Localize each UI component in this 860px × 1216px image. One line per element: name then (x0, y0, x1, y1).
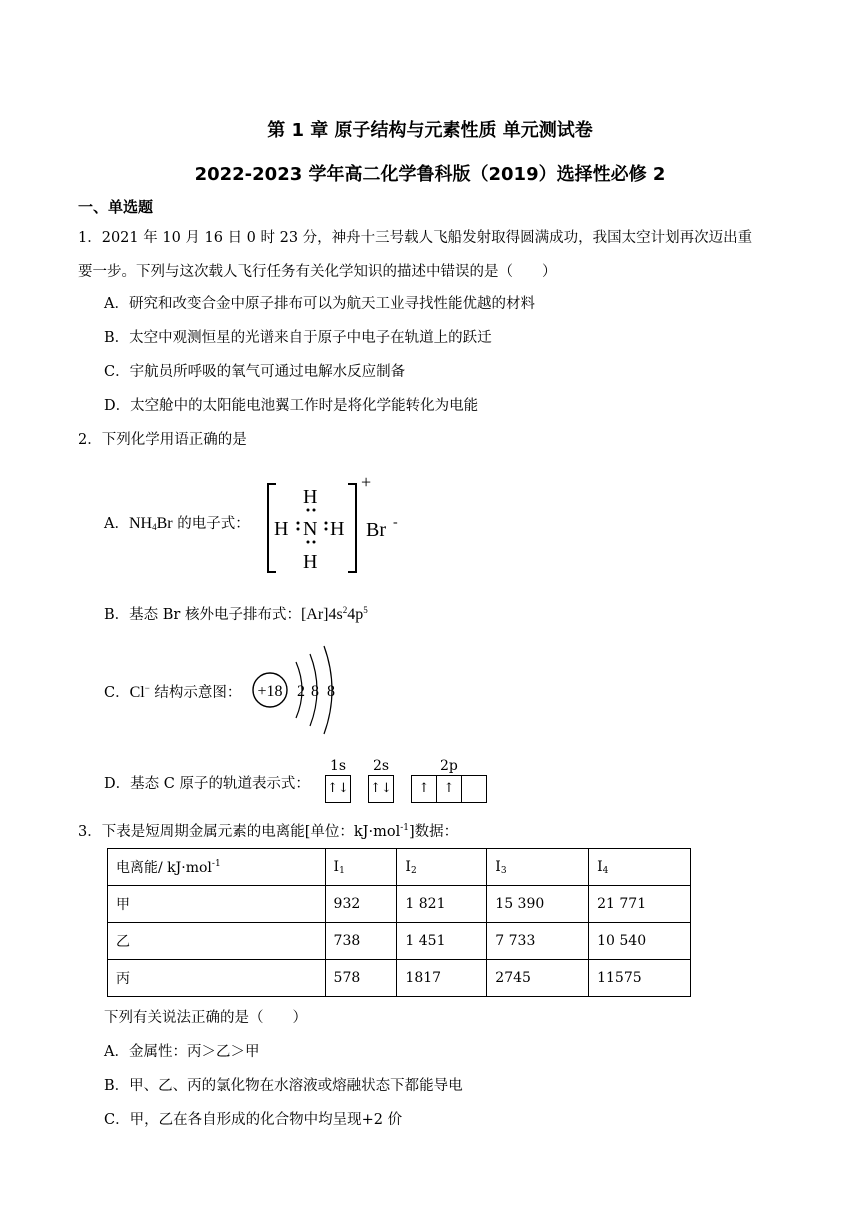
shell-1: 2 (297, 683, 305, 700)
nucleus-charge: +18 (257, 683, 283, 700)
table-cell: 932 (325, 886, 397, 923)
q3-option-c: C．甲，乙在各自形成的化合物中均呈现+2 价 (104, 1112, 403, 1128)
nh4br-lewis-structure (262, 474, 412, 578)
table-row (108, 923, 691, 960)
label-2p: 2p (440, 758, 458, 774)
n-atom: N (303, 518, 318, 540)
table-cell: 1817 (397, 960, 487, 997)
q1-option-d: D．太空舱中的太阳能电池翼工作时是将化学能转化为电能 (104, 398, 479, 414)
cl-ion-structure-diagram (250, 642, 350, 738)
section-heading: 一、单选题 (78, 198, 154, 216)
q2-option-a: A．$NH_4Br$ 的电子式： (104, 515, 250, 532)
table-header-row (108, 849, 691, 886)
table-row (108, 960, 691, 997)
h-bottom: H (303, 551, 318, 573)
electron-2p-2: ↑ (437, 776, 462, 802)
table-cell: 1 821 (397, 886, 487, 923)
q1-option-a: A．研究和改变合金中原子排布可以为航天工业寻找性能优越的材料 (104, 296, 535, 312)
row-name: 丙 (108, 960, 326, 997)
header-i3: $I_3$ (487, 849, 589, 886)
q3-option-b: B．甲、乙、丙的氯化物在水溶液或熔融状态下都能导电 (104, 1078, 463, 1094)
label-1s: 1s (330, 758, 347, 774)
page-title: 第 1 章 原子结构与元素性质 单元测试卷 (267, 120, 593, 141)
anion: Br (366, 519, 386, 541)
q2-option-c: C．Cl− 结构示意图： (104, 683, 242, 701)
table-cell: 15 390 (487, 886, 589, 923)
h-top: H (303, 486, 318, 508)
header-i1: $I_1$ (325, 849, 397, 886)
table-cell: 1 451 (397, 923, 487, 960)
q3-option-a: A．金属性：丙＞乙＞甲 (104, 1044, 260, 1060)
orbital-box-1s (325, 775, 351, 803)
anion-charge: - (393, 515, 398, 530)
electron-2p-3 (462, 776, 486, 802)
table-row (108, 886, 691, 923)
ionization-energy-table (107, 848, 691, 997)
q3-question: 下列有关说法正确的是（ ） (104, 1010, 307, 1026)
orbital-boxes-2p (411, 775, 487, 803)
page-subtitle: 2022-2023 学年高二化学鲁科版（2019）选择性必修 2 (194, 164, 666, 185)
table-cell: 7 733 (487, 923, 589, 960)
electron-pair-2s: ↑↓ (370, 781, 392, 796)
row-name: 甲 (108, 886, 326, 923)
label-2s: 2s (373, 758, 390, 774)
q3-stem: 3．下表是短周期金属元素的电离能[单位：kJ·mol$^{-1}$]数据： (78, 823, 459, 840)
q1-stem-line1: 1．2021 年 10 月 16 日 0 时 23 分，神舟十三号载人飞船发射取得圆满成功，我国太空计划再次迈出重 (78, 230, 753, 246)
h-left: H (274, 518, 289, 540)
h-right: H (330, 518, 345, 540)
electron-pair-1s: ↑↓ (327, 781, 349, 796)
q2-option-d: D．基态 C 原子的轨道表示式： (104, 776, 310, 792)
table-cell: 738 (325, 923, 397, 960)
shell-3: 8 (327, 683, 335, 700)
table-cell: 21 771 (589, 886, 691, 923)
shell-2: 8 (311, 683, 319, 700)
q1-option-c: C．宇航员所呼吸的氧气可通过电解水反应制备 (104, 364, 406, 380)
table-cell: 2745 (487, 960, 589, 997)
header-i2: $I_2$ (397, 849, 487, 886)
table-cell: 10 540 (589, 923, 691, 960)
row-name: 乙 (108, 923, 326, 960)
q1-option-b: B．太空中观测恒星的光谱来自于原子中电子在轨道上的跃迁 (104, 330, 492, 346)
q1-stem-line2: 要一步。下列与这次载人飞行任务有关化学知识的描述中错误的是（ ） (78, 264, 557, 280)
orbital-box-2s (368, 775, 394, 803)
electron-2p-1: ↑ (412, 776, 437, 802)
header-label: 电离能/ kJ·mol$^{-1}$ (108, 849, 326, 886)
table-cell: 578 (325, 960, 397, 997)
q2-option-b: B．基态 Br 核外电子排布式：$[Ar]4s^24p^5$ (104, 605, 368, 623)
table-cell: 11575 (589, 960, 691, 997)
q2-stem: 2．下列化学用语正确的是 (78, 432, 247, 448)
cation-charge: + (361, 474, 372, 492)
right-bracket (348, 484, 356, 572)
header-i4: $I_4$ (589, 849, 691, 886)
